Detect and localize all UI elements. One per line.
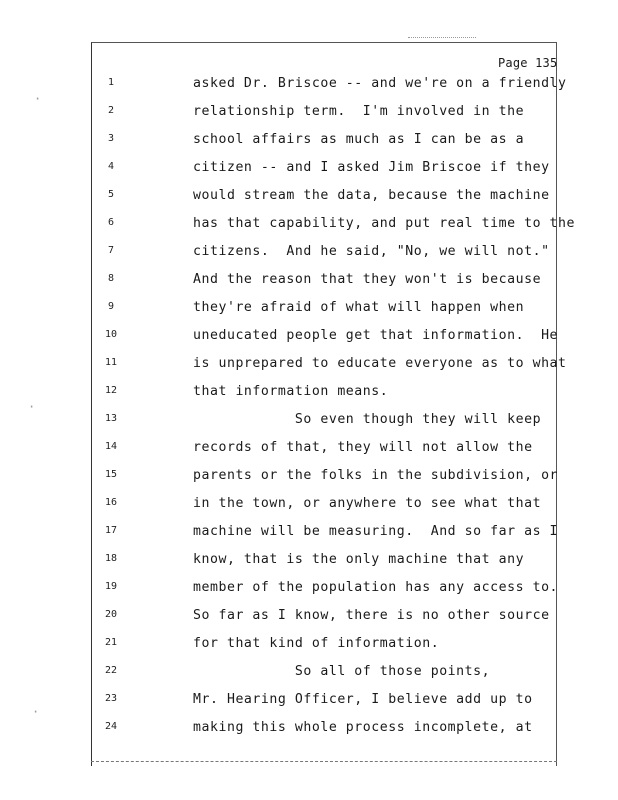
line-number: 18	[104, 553, 118, 564]
transcript-line: citizens. And he said, "No, we will not."	[193, 244, 550, 259]
line-number: 1	[107, 77, 115, 88]
margin-scan-mark: ·	[34, 92, 42, 106]
transcript-line: So all of those points,	[193, 664, 491, 679]
transcript-line: they're afraid of what will happen when	[193, 300, 525, 315]
transcript-line: making this whole process incomplete, at	[193, 720, 533, 735]
transcript-line: is unprepared to educate everyone as to what	[193, 356, 567, 371]
line-number: 20	[104, 609, 118, 620]
margin-scan-mark: ·	[32, 705, 40, 719]
transcript-line: would stream the data, because the machine	[193, 188, 550, 203]
line-number: 11	[104, 357, 118, 368]
line-number: 13	[104, 413, 118, 424]
transcript-line: relationship term. I'm involved in the	[193, 104, 525, 119]
transcript-line: has that capability, and put real time to the	[193, 216, 576, 231]
page-number: Page 135	[498, 56, 558, 70]
line-number: 12	[104, 385, 118, 396]
transcript-page-frame	[91, 42, 557, 766]
line-number: 5	[107, 189, 115, 200]
line-number: 19	[104, 581, 118, 592]
transcript-line: citizen -- and I asked Jim Briscoe if they	[193, 160, 550, 175]
transcript-line: uneducated people get that information. He	[193, 328, 559, 343]
line-number: 4	[107, 161, 115, 172]
bottom-rule	[91, 761, 557, 762]
transcript-line: records of that, they will not allow the	[193, 440, 533, 455]
line-number: 21	[104, 637, 118, 648]
transcript-line: for that kind of information.	[193, 636, 440, 651]
transcript-line: in the town, or anywhere to see what that	[193, 496, 542, 511]
top-scan-mark	[408, 37, 476, 38]
line-number: 2	[107, 105, 115, 116]
transcript-line: parents or the folks in the subdivision, or	[193, 468, 559, 483]
transcript-line: So far as I know, there is no other source	[193, 608, 550, 623]
line-number: 23	[104, 693, 118, 704]
transcript-line: school affairs as much as I can be as a	[193, 132, 525, 147]
transcript-line: know, that is the only machine that any	[193, 552, 525, 567]
transcript-line: Mr. Hearing Officer, I believe add up to	[193, 692, 533, 707]
line-number: 8	[107, 273, 115, 284]
line-number: 16	[104, 497, 118, 508]
line-number: 17	[104, 525, 118, 536]
line-number: 15	[104, 469, 118, 480]
line-number: 22	[104, 665, 118, 676]
transcript-line: And the reason that they won't is because	[193, 272, 542, 287]
transcript-line: that information means.	[193, 384, 389, 399]
transcript-line: machine will be measuring. And so far as I	[193, 524, 559, 539]
line-number: 6	[107, 217, 115, 228]
transcript-line: So even though they will keep	[193, 412, 542, 427]
line-number: 7	[107, 245, 115, 256]
transcript-line: asked Dr. Briscoe -- and we're on a friendly	[193, 76, 567, 91]
line-number: 14	[104, 441, 118, 452]
line-number: 24	[104, 721, 118, 732]
line-number: 10	[104, 329, 118, 340]
line-number: 9	[107, 301, 115, 312]
line-number: 3	[107, 133, 115, 144]
margin-scan-mark: ·	[28, 400, 36, 414]
transcript-line: member of the population has any access to.	[193, 580, 559, 595]
